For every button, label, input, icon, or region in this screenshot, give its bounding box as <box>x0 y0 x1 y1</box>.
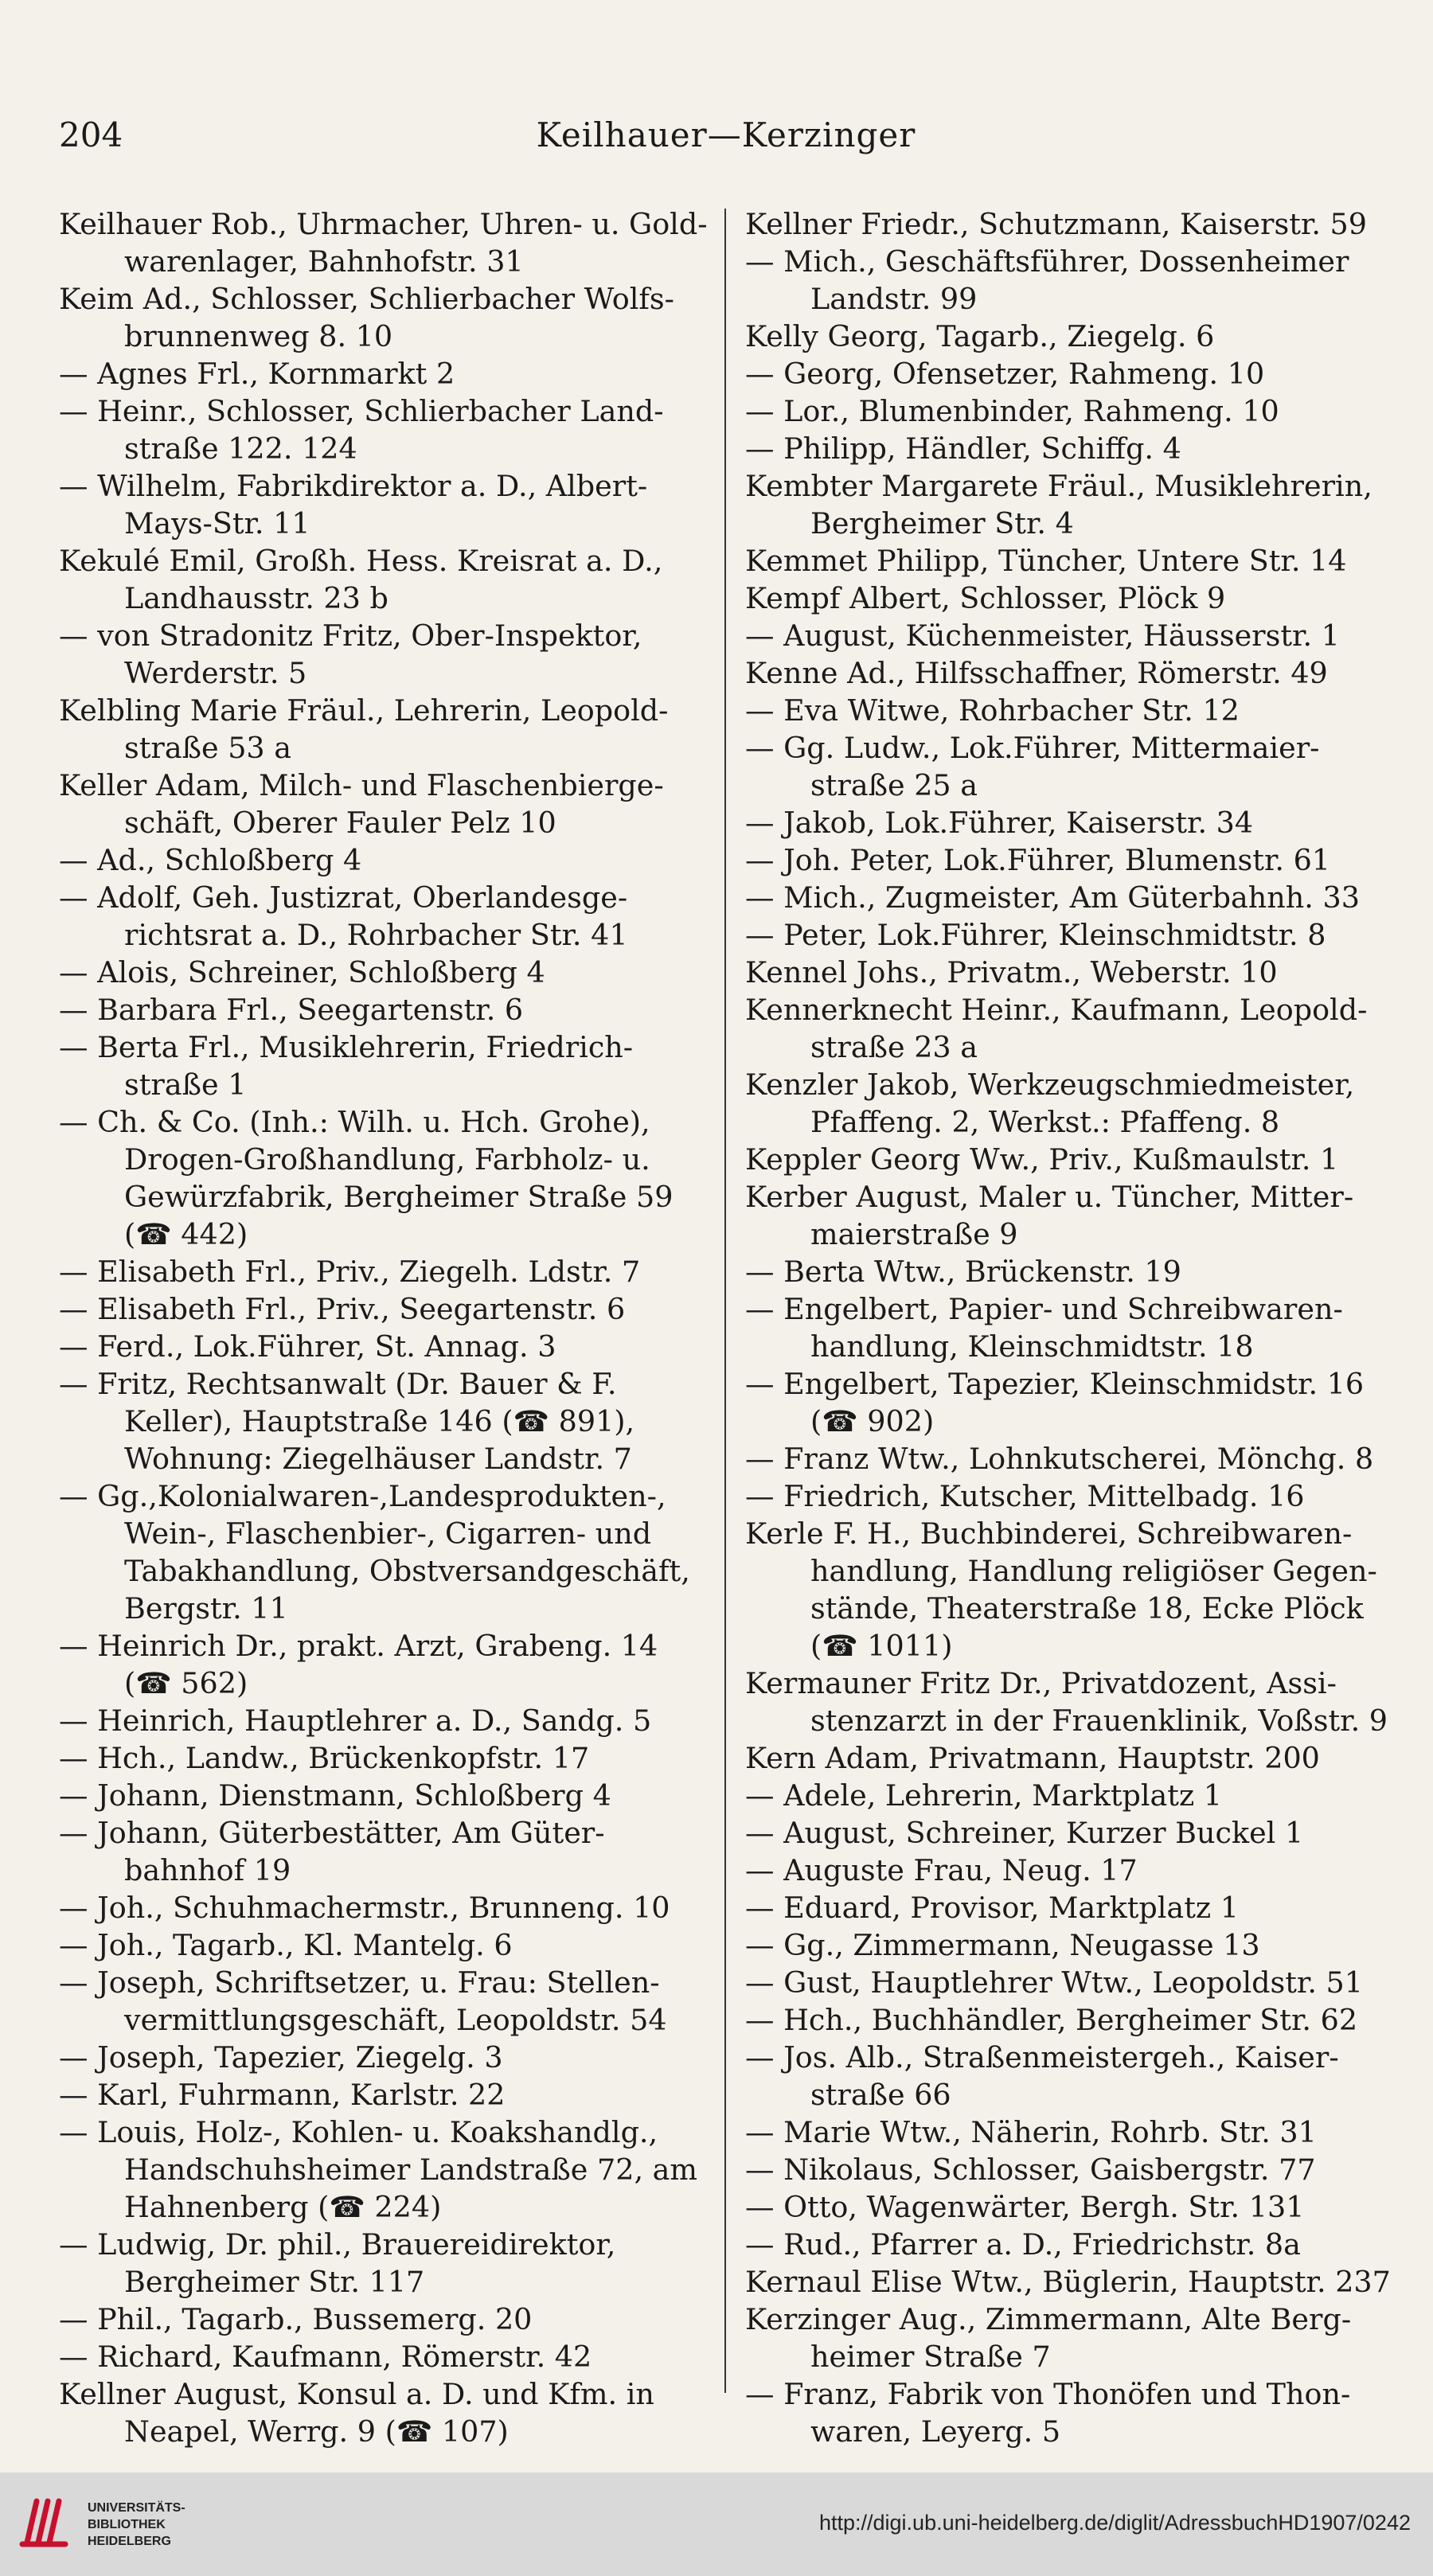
directory-entry-line: — Joh., Tagarb., Kl. Mantelg. 6 <box>59 1928 513 1962</box>
directory-entry-line: bahnhof 19 <box>124 1853 291 1887</box>
directory-entry-line: — Engelbert, Tapezier, Kleinschmidstr. 16 <box>745 1367 1365 1401</box>
page-header <box>59 111 1393 159</box>
directory-entry-line: — Gg., Zimmermann, Neugasse 13 <box>745 1928 1260 1962</box>
directory-entry-line: Keller Adam, Milch- und Flaschenbierge- <box>59 768 664 802</box>
directory-entry-line: handlung, Kleinschmidtstr. 18 <box>810 1329 1254 1364</box>
directory-entry-line: Kekulé Emil, Großh. Hess. Kreisrat a. D., <box>59 544 663 578</box>
directory-entry-line: — Johann, Dienstmann, Schloßberg 4 <box>59 1778 611 1813</box>
directory-entry-line: — Friedrich, Kutscher, Mittelbadg. 16 <box>745 1479 1305 1513</box>
directory-entry-line: — Heinrich Dr., prakt. Arzt, Grabeng. 14 <box>59 1629 658 1663</box>
library-logo-icon <box>16 2490 80 2554</box>
directory-entry-line: Wein-, Flaschenbier-, Cigarren- und <box>124 1516 652 1551</box>
directory-entry-line: — Georg, Ofensetzer, Rahmeng. 10 <box>745 357 1265 391</box>
directory-entry-line: — Marie Wtw., Näherin, Rohrb. Str. 31 <box>745 2115 1317 2149</box>
directory-entry-line: — Hch., Buchhändler, Bergheimer Str. 62 <box>745 2003 1358 2037</box>
directory-entry-line: stände, Theaterstraße 18, Ecke Plöck <box>810 1591 1364 1626</box>
directory-entry-line: — August, Schreiner, Kurzer Buckel 1 <box>745 1816 1304 1850</box>
directory-entry-line: — Ch. & Co. (Inh.: Wilh. u. Hch. Grohe), <box>59 1105 650 1139</box>
directory-entry-line: Neapel, Werrg. 9 (☎ 107) <box>124 2414 509 2449</box>
directory-entry-line: — Joseph, Tapezier, Ziegelg. 3 <box>59 2040 503 2074</box>
directory-entry-line: — Mich., Geschäftsführer, Dossenheimer <box>745 244 1349 279</box>
directory-entry-line: Drogen-Großhandlung, Farbholz- u. <box>124 1142 650 1177</box>
directory-entry-line: — Louis, Holz-, Kohlen- u. Koakshandlg., <box>59 2115 658 2149</box>
directory-entry-line: — Otto, Wagenwärter, Bergh. Str. 131 <box>745 2190 1305 2224</box>
directory-entry-line: Pfaffeng. 2, Werkst.: Pfaffeng. 8 <box>810 1105 1280 1139</box>
directory-entry-line: Keim Ad., Schlosser, Schlierbacher Wolfs- <box>59 282 674 316</box>
directory-entry-line: Wohnung: Ziegelhäuser Landstr. 7 <box>124 1442 632 1476</box>
directory-entry-line: — Joh. Peter, Lok.Führer, Blumenstr. 61 <box>745 843 1331 877</box>
directory-entry-line: — Fritz, Rechtsanwalt (Dr. Bauer & F. <box>59 1367 617 1401</box>
directory-entry-line: — Berta Frl., Musiklehrerin, Friedrich- <box>59 1030 634 1064</box>
directory-entry-line: Landhausstr. 23 b <box>124 581 389 615</box>
directory-entry-line: — Philipp, Händler, Schiffg. 4 <box>745 431 1181 466</box>
directory-entry-line: Kenne Ad., Hilfsschaffner, Römerstr. 49 <box>745 656 1328 690</box>
right-column <box>745 205 1396 2450</box>
directory-entry-line: straße 1 <box>124 1067 247 1102</box>
directory-entry-line: Kemmet Philipp, Tüncher, Untere Str. 14 <box>745 544 1347 578</box>
directory-entry-line: — Phil., Tagarb., Bussemerg. 20 <box>59 2302 533 2336</box>
directory-entry-line: — Heinr., Schlosser, Schlierbacher Land- <box>59 394 664 428</box>
directory-entry-line: — Berta Wtw., Brückenstr. 19 <box>745 1255 1181 1289</box>
directory-entry-line: Bergheimer Str. 4 <box>810 506 1074 541</box>
directory-entry-line: Kerber August, Maler u. Tüncher, Mitter- <box>745 1180 1354 1214</box>
left-column <box>59 205 712 2450</box>
directory-entry-line: — Franz Wtw., Lohnkutscherei, Mönchg. 8 <box>745 1442 1374 1476</box>
directory-entry-line: straße 66 <box>810 2078 951 2112</box>
directory-entry-line: brunnenweg 8. 10 <box>124 319 393 353</box>
directory-entry-line: — Alois, Schreiner, Schloßberg 4 <box>59 955 545 989</box>
directory-entry-line: straße 25 a <box>810 768 978 802</box>
page-title: Keilhauer—Kerzinger <box>536 115 916 154</box>
directory-entry-line: — Mich., Zugmeister, Am Güterbahnh. 33 <box>745 880 1360 915</box>
directory-entry-line: — Agnes Frl., Kornmarkt 2 <box>59 357 455 391</box>
directory-entry-line: maierstraße 9 <box>810 1217 1018 1251</box>
directory-entry-line: straße 23 a <box>810 1030 978 1064</box>
directory-entry-line: Keppler Georg Ww., Priv., Kußmaulstr. 1 <box>745 1142 1339 1177</box>
directory-entry-line: — Gust, Hauptlehrer Wtw., Leopoldstr. 51 <box>745 1965 1363 2000</box>
directory-entry-line: — Jakob, Lok.Führer, Kaiserstr. 34 <box>745 806 1254 840</box>
directory-entry-line: — Joh., Schuhmachermstr., Brunneng. 10 <box>59 1891 670 1925</box>
directory-entry-line: handlung, Handlung religiöser Gegen- <box>810 1554 1377 1588</box>
directory-entry-line: — Ludwig, Dr. phil., Brauereidirektor, <box>59 2227 616 2262</box>
directory-entry-line: Gewürzfabrik, Bergheimer Straße 59 <box>124 1180 674 1214</box>
directory-entry-line: Kern Adam, Privatmann, Hauptstr. 200 <box>745 1741 1320 1775</box>
directory-entry-line: — Engelbert, Papier- und Schreibwaren- <box>745 1292 1343 1326</box>
directory-entry-line: schäft, Oberer Fauler Pelz 10 <box>124 806 556 840</box>
directory-entry-line: — Nikolaus, Schlosser, Gaisbergstr. 77 <box>745 2153 1316 2187</box>
directory-entry-line: — Johann, Güterbestätter, Am Güter- <box>59 1816 605 1850</box>
directory-entry-line: heimer Straße 7 <box>810 2340 1051 2374</box>
directory-entry-line: Keilhauer Rob., Uhrmacher, Uhren- u. Gold- <box>59 207 708 241</box>
directory-entry-line: Landstr. 99 <box>810 282 978 316</box>
directory-entry-line: — Rud., Pfarrer a. D., Friedrichstr. 8a <box>745 2227 1301 2262</box>
directory-entry-line: — Richard, Kaufmann, Römerstr. 42 <box>59 2340 592 2374</box>
directory-entry-line: straße 122. 124 <box>124 431 357 466</box>
directory-entry-line: — Ferd., Lok.Führer, St. Annag. 3 <box>59 1329 556 1364</box>
directory-entry-line: Kennel Johs., Privatm., Weberstr. 10 <box>745 955 1278 989</box>
directory-entry-line: Kembter Margarete Fräul., Musiklehrerin, <box>745 469 1372 503</box>
directory-entry-line: Hahnenberg (☎ 224) <box>124 2190 442 2224</box>
directory-entry-line: — von Stradonitz Fritz, Ober-Inspektor, <box>59 619 642 653</box>
directory-entry-line: straße 53 a <box>124 731 291 765</box>
directory-entry-line: Bergstr. 11 <box>124 1591 288 1626</box>
directory-entry-line: Kerle F. H., Buchbinderei, Schreibwaren- <box>745 1516 1353 1551</box>
directory-entry-line: Bergheimer Str. 117 <box>124 2265 425 2299</box>
directory-entry-line: (☎ 562) <box>124 1666 248 1700</box>
directory-entry-line: Keller), Hauptstraße 146 (☎ 891), <box>124 1404 635 1438</box>
directory-entry-line: — Wilhelm, Fabrikdirektor a. D., Albert- <box>59 469 648 503</box>
directory-entry-line: — Gg. Ludw., Lok.Führer, Mittermaier- <box>745 731 1320 765</box>
directory-entry-line: — Eva Witwe, Rohrbacher Str. 12 <box>745 693 1240 728</box>
directory-entry-line: waren, Leyerg. 5 <box>810 2414 1061 2449</box>
directory-entry-line: (☎ 442) <box>124 1217 248 1251</box>
directory-entry-line: — Auguste Frau, Neug. 17 <box>745 1853 1138 1887</box>
directory-entry-line: — Joseph, Schriftsetzer, u. Frau: Stellen- <box>59 1965 660 2000</box>
directory-entry-line: vermittlungsgeschäft, Leopoldstr. 54 <box>124 2003 667 2037</box>
directory-entry-line: Kelly Georg, Tagarb., Ziegelg. 6 <box>745 319 1215 353</box>
directory-entry-line: warenlager, Bahnhofstr. 31 <box>124 244 524 279</box>
directory-entry-line: richtsrat a. D., Rohrbacher Str. 41 <box>124 918 628 952</box>
directory-entry-line: (☎ 902) <box>810 1404 935 1438</box>
directory-entry-line: Tabakhandlung, Obstversandgeschäft, <box>124 1554 690 1588</box>
directory-entry-line: Werderstr. 5 <box>124 656 307 690</box>
column-divider <box>724 209 726 2393</box>
directory-entry-line: — Elisabeth Frl., Priv., Seegartenstr. 6 <box>59 1292 626 1326</box>
directory-entry-line: — Lor., Blumenbinder, Rahmeng. 10 <box>745 394 1279 428</box>
directory-entry-line: — Adele, Lehrerin, Marktplatz 1 <box>745 1778 1223 1813</box>
directory-entry-line: — Peter, Lok.Führer, Kleinschmidtstr. 8 <box>745 918 1326 952</box>
directory-entry-line: — Barbara Frl., Seegartenstr. 6 <box>59 993 524 1027</box>
directory-entry-line: Kerzinger Aug., Zimmermann, Alte Berg- <box>745 2302 1352 2336</box>
directory-entry-line: Kellner August, Konsul a. D. und Kfm. in <box>59 2377 654 2411</box>
directory-entry-line: — Adolf, Geh. Justizrat, Oberlandesge- <box>59 880 628 915</box>
directory-entry-line: — Franz, Fabrik von Thonöfen und Thon- <box>745 2377 1351 2411</box>
directory-entry-line: — Gg.,Kolonialwaren-,Landesprodukten-, <box>59 1479 666 1513</box>
directory-entry-line: Kernaul Elise Wtw., Büglerin, Hauptstr. 237 <box>745 2265 1391 2299</box>
directory-entry-line: Kelbling Marie Fräul., Lehrerin, Leopold- <box>59 693 669 728</box>
directory-entry-line: Mays-Str. 11 <box>124 506 310 541</box>
directory-entry-line: (☎ 1011) <box>810 1629 953 1663</box>
directory-entry-line: — August, Küchenmeister, Häusserstr. 1 <box>745 619 1340 653</box>
directory-entry-line: — Elisabeth Frl., Priv., Ziegelh. Ldstr. 7 <box>59 1255 641 1289</box>
directory-entry-line: — Jos. Alb., Straßenmeistergeh., Kaiser- <box>745 2040 1339 2074</box>
directory-entry-line: Kellner Friedr., Schutzmann, Kaiserstr. 59 <box>745 207 1367 241</box>
directory-entry-line: Kermauner Fritz Dr., Privatdozent, Assi- <box>745 1666 1337 1700</box>
directory-entry-line: — Hch., Landw., Brückenkopfstr. 17 <box>59 1741 590 1775</box>
footer-bar <box>0 2473 1433 2576</box>
directory-entry-line: — Eduard, Provisor, Marktplatz 1 <box>745 1891 1239 1925</box>
directory-entry-line: Kennerknecht Heinr., Kaufmann, Leopold- <box>745 993 1368 1027</box>
directory-entry-line: stenzarzt in der Frauenklinik, Voßstr. 9 <box>810 1704 1388 1738</box>
directory-entry-line: Handschuhsheimer Landstraße 72, am <box>124 2153 698 2187</box>
source-url-link[interactable]: http://digi.ub.uni-heidelberg.de/diglit/AdressbuchHD1907/0242 <box>818 2511 1411 2535</box>
directory-entry-line: — Karl, Fuhrmann, Karlstr. 22 <box>59 2078 506 2112</box>
page-number: 204 <box>59 115 123 154</box>
directory-entry-line: Kempf Albert, Schlosser, Plöck 9 <box>745 581 1226 615</box>
directory-entry-line: — Ad., Schloßberg 4 <box>59 843 362 877</box>
directory-entry-line: — Heinrich, Hauptlehrer a. D., Sandg. 5 <box>59 1704 652 1738</box>
library-name: UNIVERSITÄTS- BIBLIOTHEK HEIDELBERG <box>88 2501 185 2548</box>
directory-entry-line: Kenzler Jakob, Werkzeugschmiedmeister, <box>745 1067 1355 1102</box>
